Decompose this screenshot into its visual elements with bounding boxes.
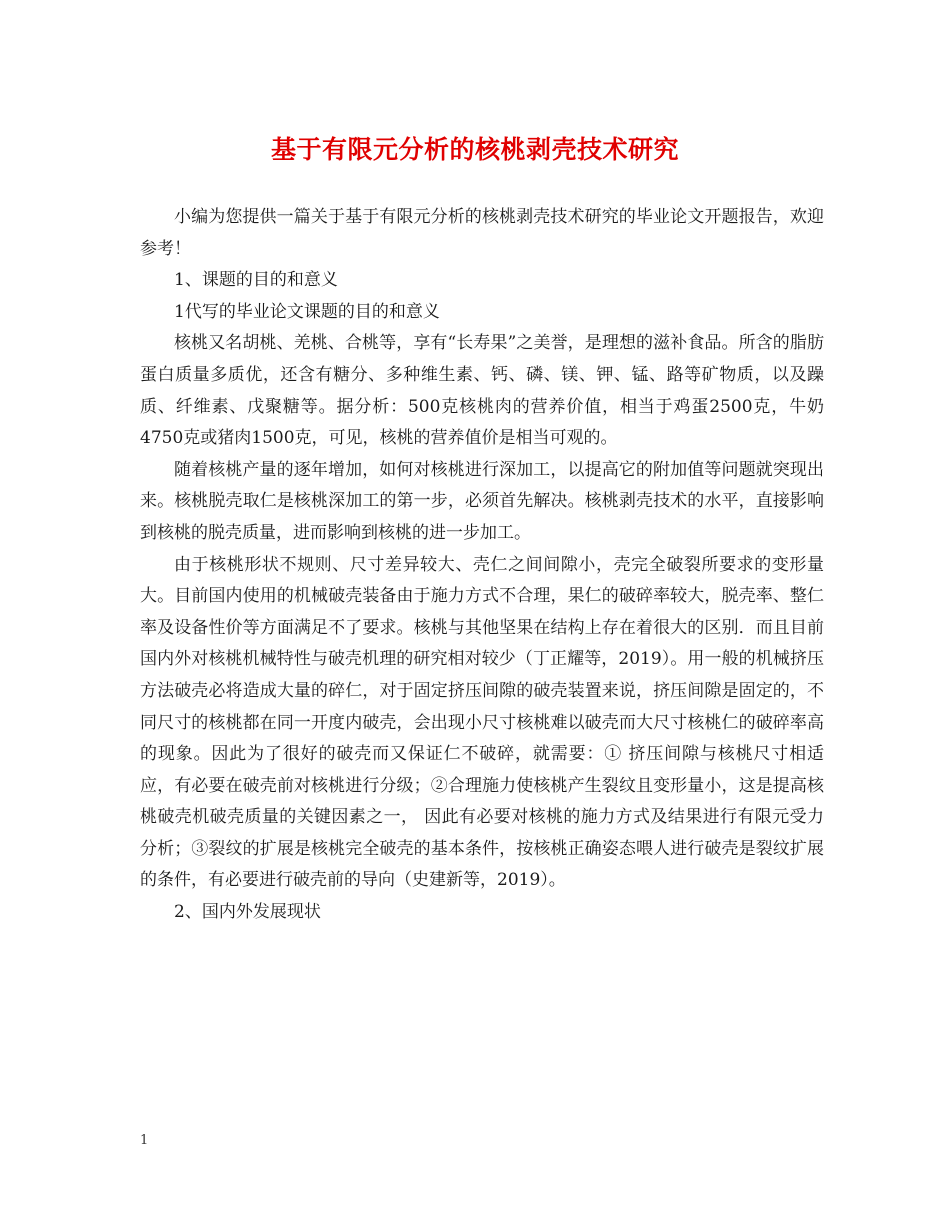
- section-heading-2: 2、国内外发展现状: [174, 902, 321, 923]
- subsection-heading-1-1: 1代写的毕业论文课题的目的和意义: [174, 301, 440, 322]
- intro-paragraph: 小编为您提供一篇关于基于有限元分析的核桃剥壳技术研究的毕业论文开题报告，欢迎参考！: [140, 207, 824, 259]
- page-number: 1: [140, 1133, 149, 1148]
- document-body: [140, 202, 824, 929]
- section-heading-1: 1、课题的目的和意义: [174, 270, 338, 291]
- body-paragraph: 核桃又名胡桃、羌桃、合桃等，享有“长寿果”之美誉，是理想的滋补食品。所含的脂肪蛋白质量多质优，还含有糖分、多种维生素、钙、磷、镁、钾、锰、路等矿物质，以及躁质、纤维素、戊聚糖等。据分析：500克核桃肉的营养价值，相当于鸡蛋2500克，牛奶4750克或猪肉1500克，可见，核桃的营养值价是相当可观的。: [140, 333, 824, 449]
- document-title: 基于有限元分析的核桃剥壳技术研究: [270, 135, 679, 164]
- body-paragraph: 由于核桃形状不规则、尺寸差异较大、壳仁之间间隙小，壳完全破裂所要求的变形量大。目前国内使用的机械破壳装备由于施力方式不合理，果仁的破碎率较大，脱壳率、整仁率及设备性价等方面满足不了要求。核桃与其他坚果在结构上存在着很大的区别．而且目前国内外对核桃机械特性与破壳机理的研究相对较少（丁正耀等，2019）。用一般的机械挤压方法破壳必将造成大量的碎仁，对于固定挤压间隙的破壳装置来说，挤压间隙是固定的，不同尺寸的核桃都在同一开度内破壳，会出现小尺寸核桃难以破壳而大尺寸核桃仁的破碎率高的现象。因此为了很好的破壳而又保证仁不破碎，就需要：① 挤压间隙与核桃尺寸相适应，有必要在破壳前对核桃进行分级；②合理施力使核桃产生裂纹且变形量小，这是提高核桃破壳机破壳质量的关键因素之一， 因此有必要对核桃的施力方式及结果进行有限元受力分析；③裂纹的扩展是核桃完全破壳的基本条件，按核桃正确姿态喂人进行破壳是裂纹扩展的条件，有必要进行破壳前的导向（史建新等，2019）。: [140, 554, 824, 891]
- body-paragraph: 随着核桃产量的逐年增加，如何对核桃进行深加工，以提高它的附加值等问题就突现出来。核桃脱壳取仁是核桃深加工的第一步，必须首先解决。核桃剥壳技术的水平，直接影响到核桃的脱壳质量，进而影响到核桃的进一步加工。: [140, 459, 824, 543]
